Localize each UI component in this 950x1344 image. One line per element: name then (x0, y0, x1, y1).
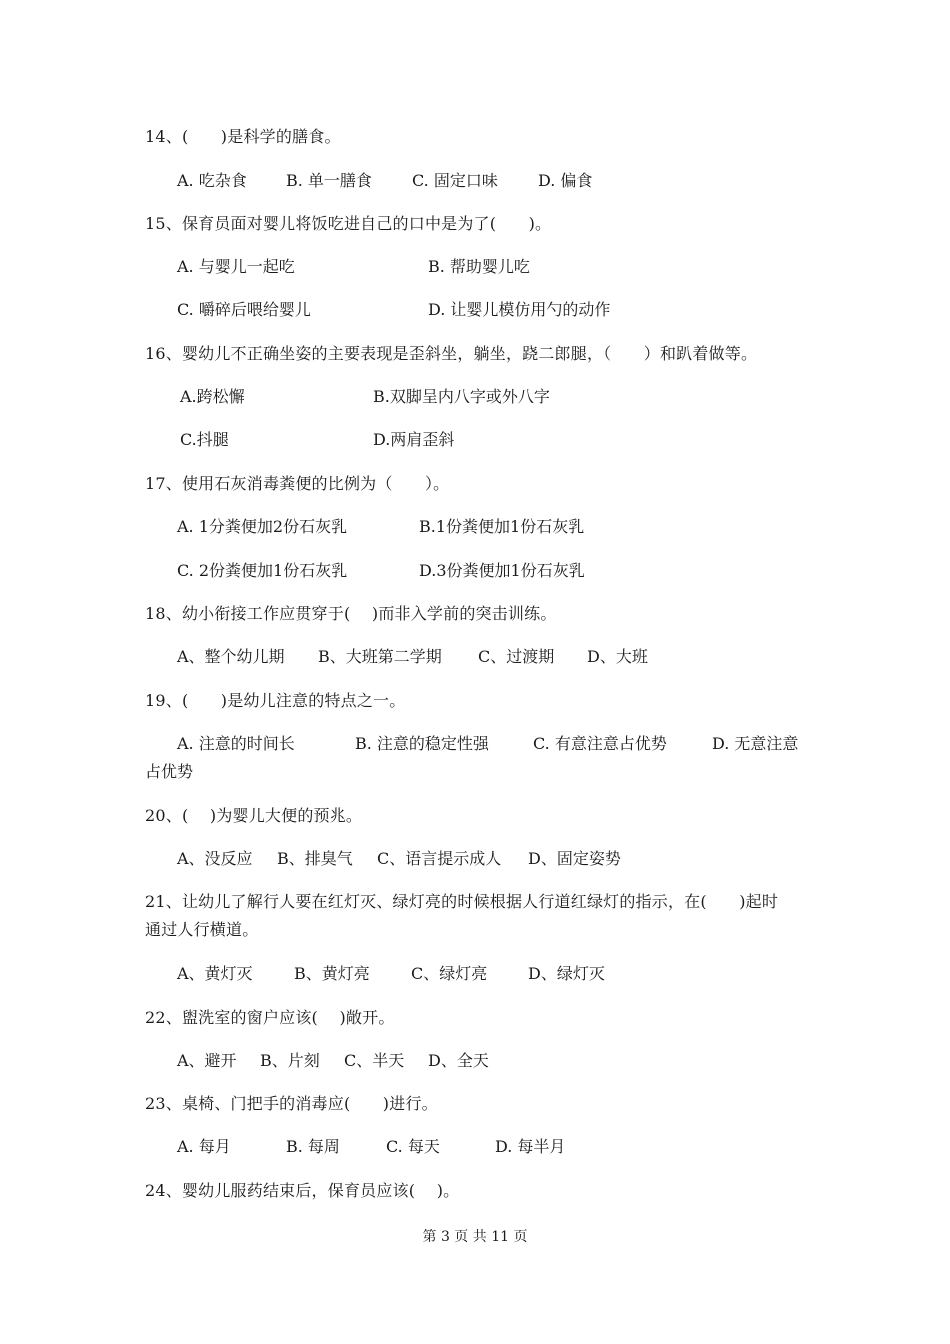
question-14-option-c: C. 固定口味 (412, 171, 498, 190)
question-20-option-a: A、没反应 (177, 849, 253, 868)
question-23-option-d: D. 每半月 (495, 1137, 566, 1156)
question-23-option-a: A. 每月 (177, 1137, 231, 1156)
question-21-option-a: A、黄灯灭 (177, 964, 253, 983)
question-19-option-a: A. 注意的时间长 (177, 734, 295, 753)
question-21-option-d: D、绿灯灭 (528, 964, 605, 983)
question-18-option-a: A、整个幼儿期 (177, 647, 285, 666)
question-20-option-b: B、排臭气 (277, 849, 353, 868)
question-18-option-d: D、大班 (587, 647, 648, 666)
question-22-option-d: D、全天 (428, 1051, 489, 1070)
question-16-option-d: D.两肩歪斜 (373, 430, 455, 449)
question-20-stem: 20、( )为婴儿大便的预兆。 (145, 806, 363, 825)
question-22-stem: 22、盥洗室的窗户应该( )敞开。 (145, 1008, 395, 1027)
question-16-option-b: B.双脚呈内八字或外八字 (373, 387, 550, 406)
question-16-option-a: A.跨松懈 (180, 387, 245, 406)
question-17-option-a: A. 1分粪便加2份石灰乳 (177, 517, 348, 536)
question-18-option-b: B、大班第二学期 (318, 647, 442, 666)
question-19-option-d-continuation: 占优势 (145, 762, 194, 781)
question-15-option-c: C. 嚼碎后喂给婴儿 (177, 300, 311, 319)
question-14-option-b: B. 单一膳食 (286, 171, 372, 190)
question-21-option-b: B、黄灯亮 (294, 964, 370, 983)
question-23-stem: 23、桌椅、门把手的消毒应( )进行。 (145, 1094, 438, 1113)
question-23-option-b: B. 每周 (286, 1137, 340, 1156)
question-15-stem: 15、保育员面对婴儿将饭吃进自己的口中是为了( )。 (145, 214, 552, 233)
question-17-option-c: C. 2份粪便加1份石灰乳 (177, 561, 348, 580)
question-17-stem: 17、使用石灰消毒粪便的比例为（ ）。 (145, 474, 450, 493)
question-15-option-d: D. 让婴儿模仿用勺的动作 (428, 300, 611, 319)
question-23-option-c: C. 每天 (386, 1137, 440, 1156)
question-14-option-d: D. 偏食 (538, 171, 593, 190)
question-22-option-b: B、片刻 (260, 1051, 320, 1070)
question-19-stem: 19、( )是幼儿注意的特点之一。 (145, 691, 406, 710)
question-18-option-c: C、过渡期 (478, 647, 555, 666)
question-16-option-c: C.抖腿 (180, 430, 229, 449)
question-21-stem-line-2: 通过人行横道。 (145, 920, 259, 939)
question-21-stem-line-1: 21、让幼儿了解行人要在红灯灭、绿灯亮的时候根据人行道红绿灯的指示，在( )起时 (145, 892, 779, 911)
question-15-option-a: A. 与婴儿一起吃 (177, 257, 295, 276)
question-16-stem: 16、婴幼儿不正确坐姿的主要表现是歪斜坐，躺坐，跷二郎腿，（ ）和趴着做等。 (145, 344, 758, 363)
question-14-stem: 14、( )是科学的膳食。 (145, 127, 341, 146)
question-17-option-d: D.3份粪便加1份石灰乳 (419, 561, 585, 580)
question-21-option-c: C、绿灯亮 (411, 964, 488, 983)
question-22-option-a: A、避开 (177, 1051, 237, 1070)
page-footer: 第 3 页 共 11 页 (422, 1229, 528, 1245)
question-19-option-b: B. 注意的稳定性强 (355, 734, 489, 753)
question-20-option-c: C、语言提示成人 (377, 849, 502, 868)
question-20-option-d: D、固定姿势 (528, 849, 621, 868)
question-18-stem: 18、幼小衔接工作应贯穿于( )而非入学前的突击训练。 (145, 604, 557, 623)
question-19-option-d: D. 无意注意 (712, 734, 799, 753)
question-17-option-b: B.1份粪便加1份石灰乳 (419, 517, 585, 536)
question-19-option-c: C. 有意注意占优势 (533, 734, 667, 753)
question-24-stem: 24、婴幼儿服药结束后，保育员应该( )。 (145, 1181, 460, 1200)
question-15-option-b: B. 帮助婴儿吃 (428, 257, 530, 276)
question-14-option-a: A. 吃杂食 (177, 171, 247, 190)
question-22-option-c: C、半天 (344, 1051, 405, 1070)
